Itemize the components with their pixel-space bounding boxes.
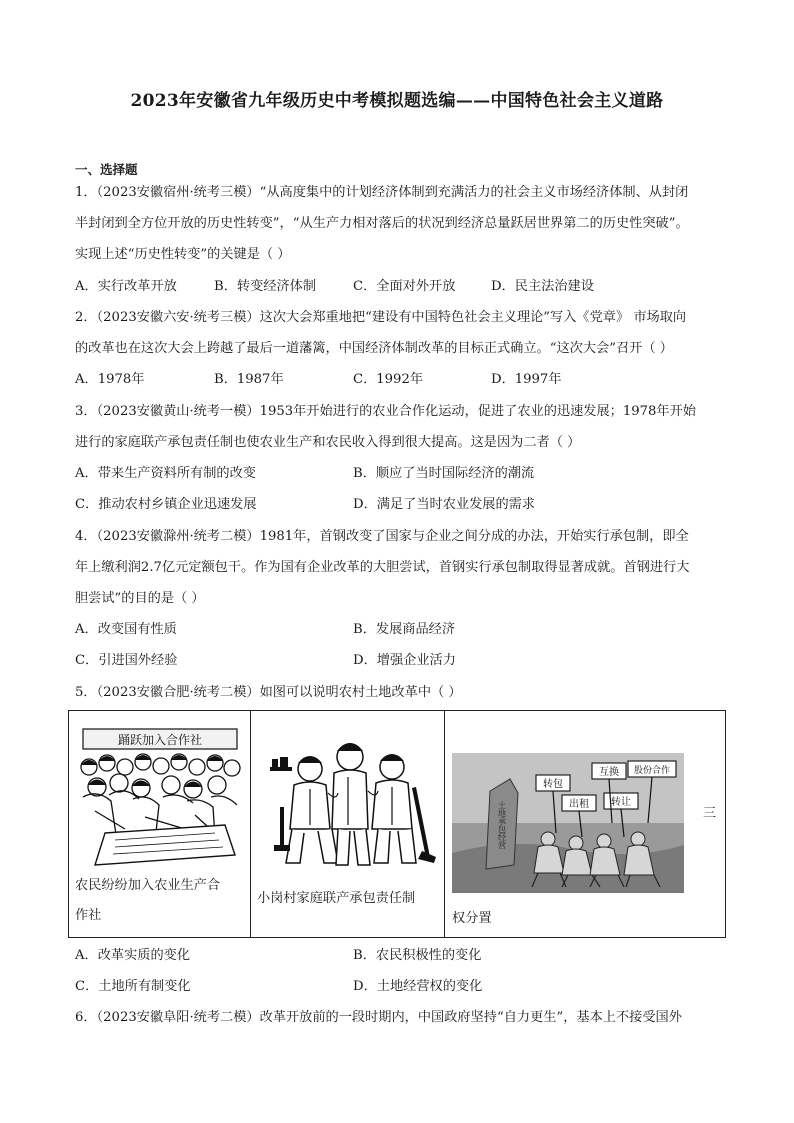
sign-transfer: 转让 (611, 797, 631, 808)
three-rights-illustration (452, 753, 684, 893)
sign-lease: 出租 (569, 799, 589, 810)
sign-share-cooperation: 股份合作 (633, 766, 671, 776)
q2-line-2: 的改革也在这次大会上跨越了最后一道藩篱，中国经济体制改革的目标正式确立。“这次大会”召开（ ） (75, 341, 673, 356)
three-rights-caption-side: 三 (703, 806, 717, 821)
q2-option-d: D．1997年 (491, 372, 562, 387)
figure-cell-cooperative (69, 711, 251, 937)
q3-option-b: B．顺应了当时国际经济的潮流 (353, 466, 535, 481)
q5-option-c: C．土地所有制变化 (75, 979, 191, 994)
q4-option-b: B．发展商品经济 (353, 622, 456, 637)
q2-option-b: B．1987年 (214, 372, 284, 387)
q4-line-2: 年上缴利润2.7亿元定额包干。作为国有企业改革的大胆尝试，首钢实行承包制取得显著成就。首钢进行大 (75, 560, 690, 575)
q1-option-c: C．全面对外开放 (353, 279, 456, 294)
cooperative-caption-line-1: 农民纷纷加入农业生产合 (75, 878, 221, 893)
cooperative-illustration (75, 725, 245, 875)
q2-option-a: A．1978年 (75, 372, 145, 387)
q3-line-1: 3．（2023安徽黄山·统考一模）1953年开始进行的农业合作化运动，促进了农业的迅速发展；1978年开始 (75, 404, 696, 419)
q1-option-b: B．转变经济体制 (214, 279, 317, 294)
figure-cell-xiaogang (251, 711, 445, 937)
monument-label: 土地承包经营 (497, 801, 507, 849)
q3-option-d: D．满足了当时农业发展的需求 (353, 497, 536, 512)
q4-line-1: 4．（2023安徽滁州·统考二模）1981年，首钢改变了国家与企业之间分成的办法，开始实行承包制，即全 (75, 529, 689, 544)
q4-option-d: D．增强企业活力 (353, 653, 456, 668)
q4-line-3: 胆尝试”的目的是（ ） (75, 591, 205, 606)
q5-option-b: B．农民积极性的变化 (353, 948, 482, 963)
page-title: 2023年安徽省九年级历史中考模拟题选编——中国特色社会主义道路 (130, 91, 664, 111)
q1-line-3: 实现上述“历史性转变”的关键是（ ） (75, 247, 291, 262)
cooperative-sign: 踊跃加入合作社 (117, 733, 203, 747)
xiaogang-caption: 小岗村家庭联产承包责任制 (257, 891, 416, 906)
q1-option-d: D．民主法治建设 (491, 279, 594, 294)
three-rights-caption: 权分置 (452, 911, 492, 926)
q5-figure-table (68, 710, 726, 938)
xiaogang-farmers-illustration (258, 727, 438, 877)
q4-option-c: C．引进国外经验 (75, 653, 178, 668)
sign-transfer-contract: 转包 (543, 779, 563, 790)
q2-option-c: C．1992年 (353, 372, 424, 387)
q6-line-1: 6．（2023安徽阜阳·统考二模）改革开放前的一段时期内，中国政府坚持“自力更生”，基本上不接受国外 (75, 1010, 682, 1025)
q2-line-1: 2．（2023安徽六安·统考三模）这次大会郑重地把“建设有中国特色社会主义理论”写入《党章》 市场取向 (75, 310, 687, 325)
section-heading: 一、选择题 (75, 162, 138, 177)
q1-option-a: A．实行改革开放 (75, 279, 177, 294)
q3-line-2: 进行的家庭联产承包责任制也使农业生产和农民收入得到很大提高。这是因为二者（ ） (75, 435, 581, 450)
q1-line-1: 1．（2023安徽宿州·统考三模）“从高度集中的计划经济体制到充满活力的社会主义市场经济体制、从封闭 (75, 185, 689, 200)
figure-cell-three-rights (445, 711, 725, 937)
q4-option-a: A．改变国有性质 (75, 622, 177, 637)
q5-line-1: 5．（2023安徽合肥·统考二模）如图可以说明农村土地改革中（ ） (75, 685, 462, 700)
q1-line-2: 半封闭到全方位开放的历史性转变”，“从生产力相对落后的状况到经济总量跃居世界第二的历史性突破”。 (75, 216, 689, 231)
sign-exchange: 互换 (599, 767, 619, 778)
q3-option-a: A．带来生产资料所有制的改变 (75, 466, 256, 481)
cooperative-caption-line-2: 作社 (75, 908, 102, 923)
q3-option-c: C．推动农村乡镇企业迅速发展 (75, 497, 257, 512)
q5-option-d: D．土地经营权的变化 (353, 979, 483, 994)
q5-option-a: A．改革实质的变化 (75, 948, 191, 963)
